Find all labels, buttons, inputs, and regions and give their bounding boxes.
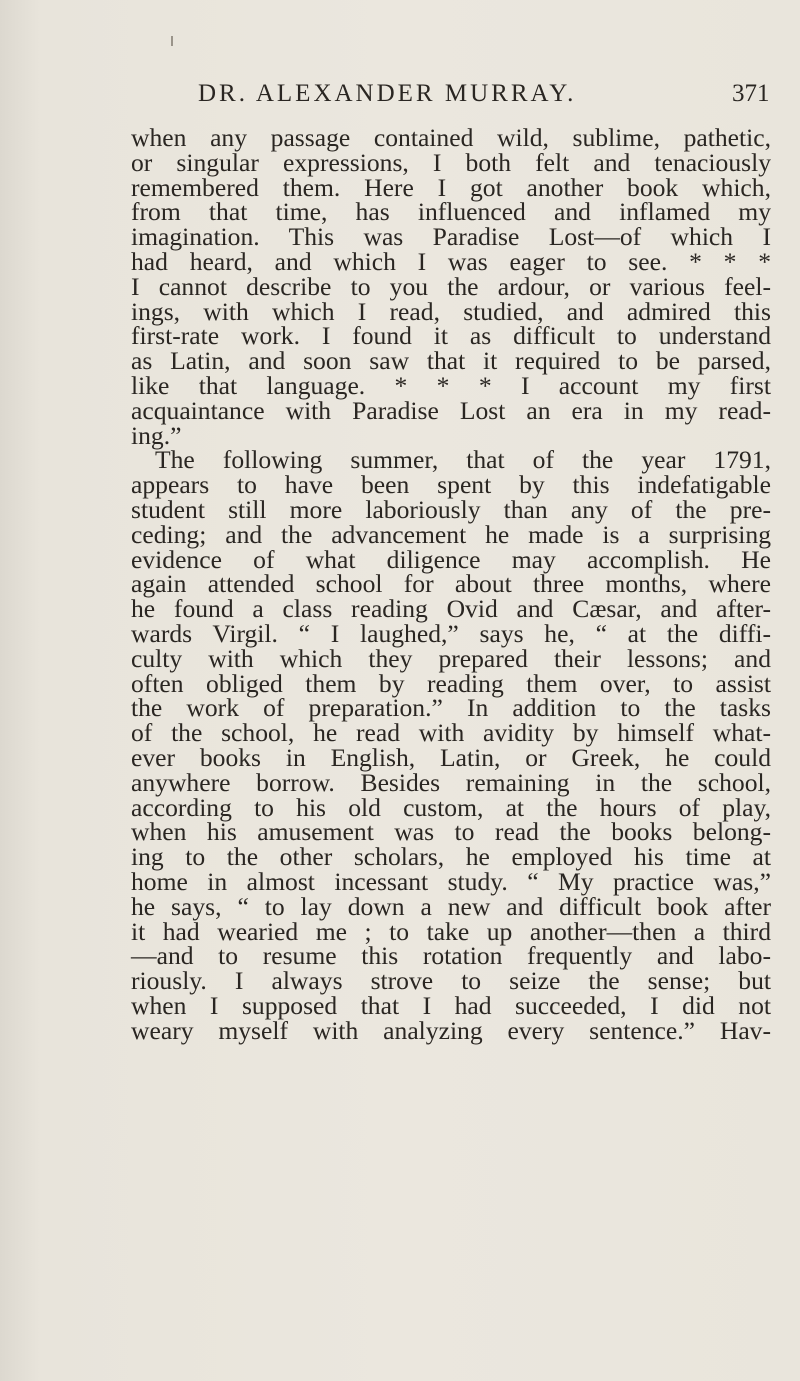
text-line: ever books in English, Latin, or Greek, he could — [131, 742, 771, 772]
text-line: again attended school for about three months, where — [131, 569, 771, 599]
text-line: —and to resume this rotation frequently and labo- — [131, 941, 771, 971]
text-line: had heard, and which I was eager to see. * * * — [131, 246, 771, 276]
text-line: appears to have been spent by this indefatigable — [131, 470, 771, 500]
text-line: ing.” — [131, 420, 182, 450]
text-line: when I supposed that I had succeeded, I did not — [131, 990, 771, 1020]
page-header — [0, 74, 800, 114]
stray-mark — [171, 36, 173, 46]
text-line: I cannot describe to you the ardour, or various feel- — [131, 271, 771, 301]
text-line: like that language. * * * I account my first — [131, 370, 771, 400]
text-line: wards Virgil. “ I laughed,” says he, “ at the diffi- — [131, 618, 771, 648]
text-line: he says, “ to lay down a new and difficult book after — [131, 891, 771, 921]
paragraph-1 — [131, 123, 771, 450]
page-number: 371 — [732, 80, 770, 107]
text-line: anywhere borrow. Besides remaining in the school, — [131, 767, 771, 797]
text-line: often obliged them by reading them over, to assist — [131, 668, 771, 698]
text-line: culty with which they prepared their lessons; and — [131, 643, 771, 673]
text-line: as Latin, and soon saw that it required to be parsed, — [131, 346, 771, 376]
text-line: according to his old custom, at the hours of play, — [131, 792, 771, 822]
text-line: of the school, he read with avidity by himself what- — [131, 718, 771, 748]
text-line: evidence of what diligence may accomplish. He — [131, 544, 771, 574]
text-line: it had wearied me ; to take up another—then a third — [131, 916, 771, 946]
text-line: or singular expressions, I both felt and tenaciously — [131, 147, 771, 177]
text-line: imagination. This was Paradise Lost—of which I — [131, 222, 771, 252]
text-line: The following summer, that of the year 1791, — [155, 445, 771, 475]
text-line: when his amusement was to read the books belong- — [131, 817, 771, 847]
text-line: first-rate work. I found it as difficult to understand — [131, 321, 771, 351]
body-text — [131, 123, 771, 1045]
text-line: when any passage contained wild, sublime, pathetic, — [131, 123, 771, 152]
text-line: student still more laboriously than any of the pre- — [131, 494, 771, 524]
text-line: ings, with which I read, studied, and admired this — [131, 296, 771, 326]
text-line: the work of preparation.” In addition to the tasks — [131, 693, 771, 723]
text-line: remembered them. Here I got another book which, — [131, 172, 771, 202]
text-line: riously. I always strove to seize the sense; but — [131, 966, 771, 996]
paragraph-2 — [131, 445, 771, 1045]
text-line: acquaintance with Paradise Lost an era in my read- — [131, 395, 771, 425]
text-line: ceding; and the advancement he made is a surprising — [131, 519, 771, 549]
text-line: from that time, has influenced and inflamed my — [131, 197, 771, 227]
running-title: DR. ALEXANDER MURRAY. — [198, 80, 577, 107]
text-line: weary myself with analyzing every sentence.” Hav- — [131, 1015, 771, 1045]
text-line: he found a class reading Ovid and Cæsar, and after- — [131, 594, 771, 624]
text-line: ing to the other scholars, he employed his time at — [131, 842, 771, 872]
text-line: home in almost incessant study. “ My practice was,” — [131, 866, 771, 896]
